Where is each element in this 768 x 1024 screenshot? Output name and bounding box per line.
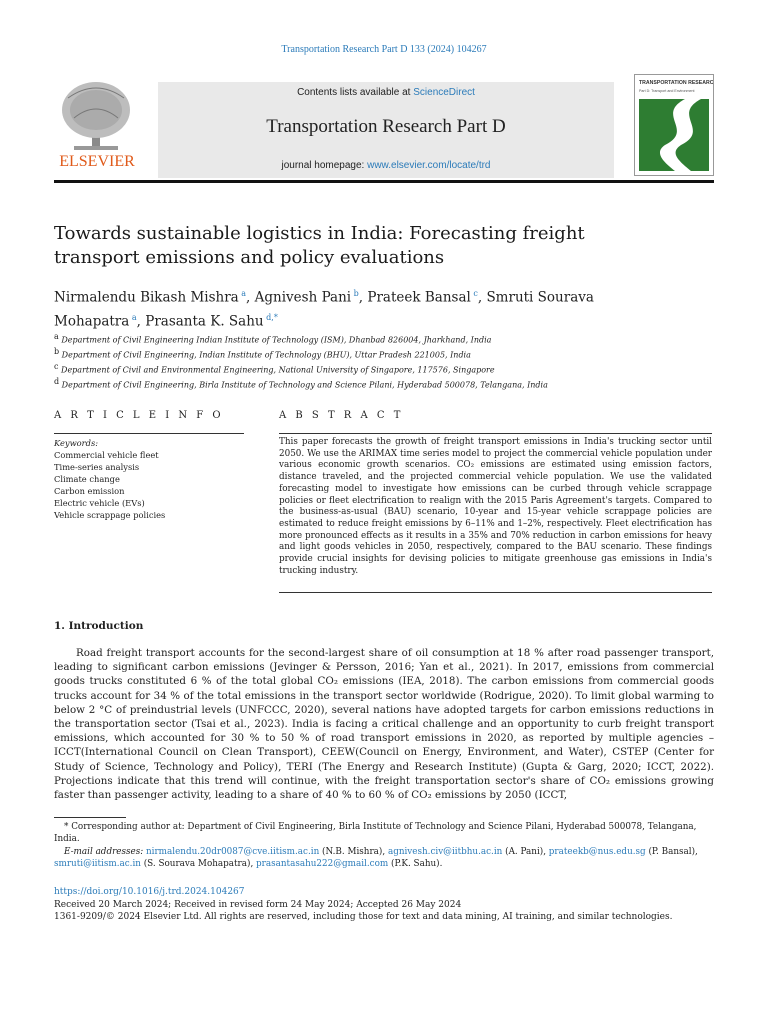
keywords-label: Keywords: <box>54 438 99 448</box>
abstract-bottom-divider <box>279 592 712 593</box>
affiliation-item: $^a$ Department of Civil Engineering Indian Institute of Technology (ISM), Dhanbad 826004, Jharkhand, India <box>54 332 492 345</box>
journal-citation[interactable]: Transportation Research Part D 133 (2024) 104267 <box>281 44 487 55</box>
affiliation-marker[interactable]: d,* <box>266 312 278 322</box>
header-divider <box>54 180 714 183</box>
homepage-prefix: journal homepage: <box>281 160 368 171</box>
email-label: E-mail addresses: <box>64 846 144 857</box>
email-owner: (A. Pani), <box>502 846 549 857</box>
footnotes <box>54 821 714 870</box>
author-name[interactable]: Agnivesh Pani <box>254 289 352 306</box>
publisher-name: ELSEVIER <box>59 153 135 170</box>
abstract-text: This paper forecasts the growth of freight transport emissions in India's trucking sector until 2050. We use the ARIMAX time series model to project the commercial vehicle population under various economic growth scenarios. CO₂ emissions are estimated using emission factors, distance traveled, and the projected commercial vehicle population. We use the validated forecasting model to investigate how emissions can be curbed through vehicle scrappage policies or fleet electrification to realign with the 2015 Paris Agreement's targets. Compared to the business-as-usual (BAU) scenario, 10-year and 15-year vehicle scrappage policies are estimated to reduce freight emissions by 6–11% and 1–2%, respectively. Fleet electrification has more pronounced effects as it results in a 35% and 70% reduction in carbon emissions for heavy and light goods vehicles in 2050, respectively, compared to the BAU scenario. These findings provide crucial insights for devising policies to mitigate greenhouse gas emissions in India's trucking industry. <box>279 437 712 576</box>
footnote-divider <box>54 817 126 818</box>
corresponding-author-note: * Corresponding author at: Department of Civil Engineering, Birla Institute of Technology and Science Pilani, Hyderabad 500078, Telangana, India. <box>54 822 697 845</box>
sciencedirect-link[interactable]: ScienceDirect <box>413 87 475 98</box>
elsevier-tree-icon <box>54 78 140 174</box>
affiliation-item: $^c$ Department of Civil and Environmental Engineering, National University of Singapore, 117576, Singapore <box>54 362 495 375</box>
introduction-text: Road freight transport accounts for the second-largest share of oil consumption at 18 % after road passenger transport, leading to significant carbon emissions (Jevinger & Persson, 2016; Yan et al., 2021). In 2017, emissions from commercial goods trucks constituted 6 % of the total global CO₂ emissions (IEA, 2018). The carbon emissions from commercial goods trucks account for 34 % of the total emissions in the transport sector worldwide (Rodrigue, 2020). To limit global warming to below 2 °C of preindustrial levels (UNFCCC, 2020), several nations have adopted targets for carbon emissions reductions in the transportation sector (Tsai et al., 2023). India is facing a critical challenge and an opportunity to curb freight transport emissions, which accounted for 30 % to 50 % of road transport emissions in 2020, as reported by multiple agencies – ICCT(International Council on Clean Transport), CEEW(Council on Energy, Environment, and Water), CSTEP (Center for Study of Science, Technology and Policy), TERI (The Energy and Research Institute) (Gupta & Garg, 2020; ICCT, 2022). Projections indicate that this trend will continue, with the freight transportation sector's share of CO₂ emissions growing faster than passenger activity, leading to a share of 40 % to 60 % of CO₂ emissions by 2050 (ICCT, <box>54 647 714 802</box>
affiliation-marker[interactable]: c <box>473 289 478 298</box>
keywords-block <box>54 437 254 521</box>
author-name[interactable]: Prasanta K. Sahu <box>145 313 264 329</box>
cover-subtitle: Part D: Transport and Environment <box>639 89 695 93</box>
affiliations <box>54 331 694 392</box>
email-link[interactable]: nirmalendu.20dr0087@cve.iitism.ac.in <box>146 846 320 857</box>
affiliation-marker[interactable]: b <box>353 289 359 298</box>
copyright-line: 1361-9209/© 2024 Elsevier Ltd. All rights are reserved, including those for text and data mining, AI training, and similar technologies. <box>54 912 673 923</box>
journal-header <box>54 78 714 182</box>
keyword-item[interactable]: Commercial vehicle fleet <box>54 450 159 460</box>
abstract-divider <box>279 433 712 434</box>
keyword-item[interactable]: Climate change <box>54 474 120 484</box>
doi-block <box>54 886 714 924</box>
contents-prefix: Contents lists available at <box>297 87 414 98</box>
homepage-line <box>158 160 614 171</box>
journal-banner <box>158 82 614 178</box>
doi-link[interactable]: https://doi.org/10.1016/j.trd.2024.104267 <box>54 887 245 897</box>
introduction-heading: 1. Introduction <box>54 620 144 632</box>
email-owner: (P.K. Sahu). <box>388 858 443 869</box>
received-dates: Received 20 March 2024; Received in revised form 24 May 2024; Accepted 26 May 2024 <box>54 899 462 910</box>
article-info-heading: A R T I C L E I N F O <box>54 410 224 421</box>
keyword-item[interactable]: Carbon emission <box>54 486 125 496</box>
cover-title: TRANSPORTATION RESEARCH <box>639 80 713 86</box>
author-name[interactable]: Smruti Sourava Mohapatra <box>54 289 594 329</box>
homepage-link[interactable]: www.elsevier.com/locate/trd <box>367 160 491 171</box>
affiliation-item: $^d$ Department of Civil Engineering, Birla Institute of Technology and Science Pilani, Hyderabad 500078, Telangana, India <box>54 377 548 391</box>
author-name[interactable]: Nirmalendu Bikash Mishra <box>54 289 239 306</box>
author-name[interactable]: Prateek Bansal <box>367 289 471 306</box>
affiliation-marker[interactable]: a <box>241 289 247 298</box>
email-owner: (S. Sourava Mohapatra), <box>140 858 257 869</box>
journal-title: Transportation Research Part D <box>266 116 506 137</box>
article-info-divider <box>54 433 244 434</box>
journal-cover[interactable] <box>634 74 714 176</box>
keyword-item[interactable]: Time-series analysis <box>54 462 140 472</box>
email-link[interactable]: prateekb@nus.edu.sg <box>548 846 646 857</box>
journal-cover-image <box>635 75 713 175</box>
article-title: Towards sustainable logistics in India: Forecasting freight transport emissions and policy evaluations <box>54 223 585 268</box>
email-owner: (P. Bansal), <box>645 846 698 857</box>
author-list: Nirmalendu Bikash Mishra $^a$, Agnivesh Pani $^b$, Prateek Bansal $^c$, Smruti Sourava Mohapatra $^a$, Prasanta K. Sahu $^{d,*}$ <box>54 289 594 329</box>
email-addresses <box>54 846 714 871</box>
email-link[interactable]: agnivesh.civ@iitbhu.ac.in <box>387 846 503 857</box>
affiliation-marker[interactable]: a <box>131 312 137 322</box>
keyword-item[interactable]: Vehicle scrappage policies <box>54 510 166 520</box>
email-link[interactable]: prasantasahu222@gmail.com <box>256 858 389 869</box>
abstract-heading: A B S T R A C T <box>279 410 404 421</box>
email-link[interactable]: smruti@iitism.ac.in <box>54 858 141 869</box>
keyword-item[interactable]: Electric vehicle (EVs) <box>54 498 145 508</box>
affiliation-item: $^b$ Department of Civil Engineering, Indian Institute of Technology (BHU), Uttar Pradesh 221005, India <box>54 347 471 360</box>
email-owner: (N.B. Mishra), <box>319 846 388 857</box>
contents-line <box>158 87 614 98</box>
elsevier-logo[interactable] <box>54 78 140 174</box>
